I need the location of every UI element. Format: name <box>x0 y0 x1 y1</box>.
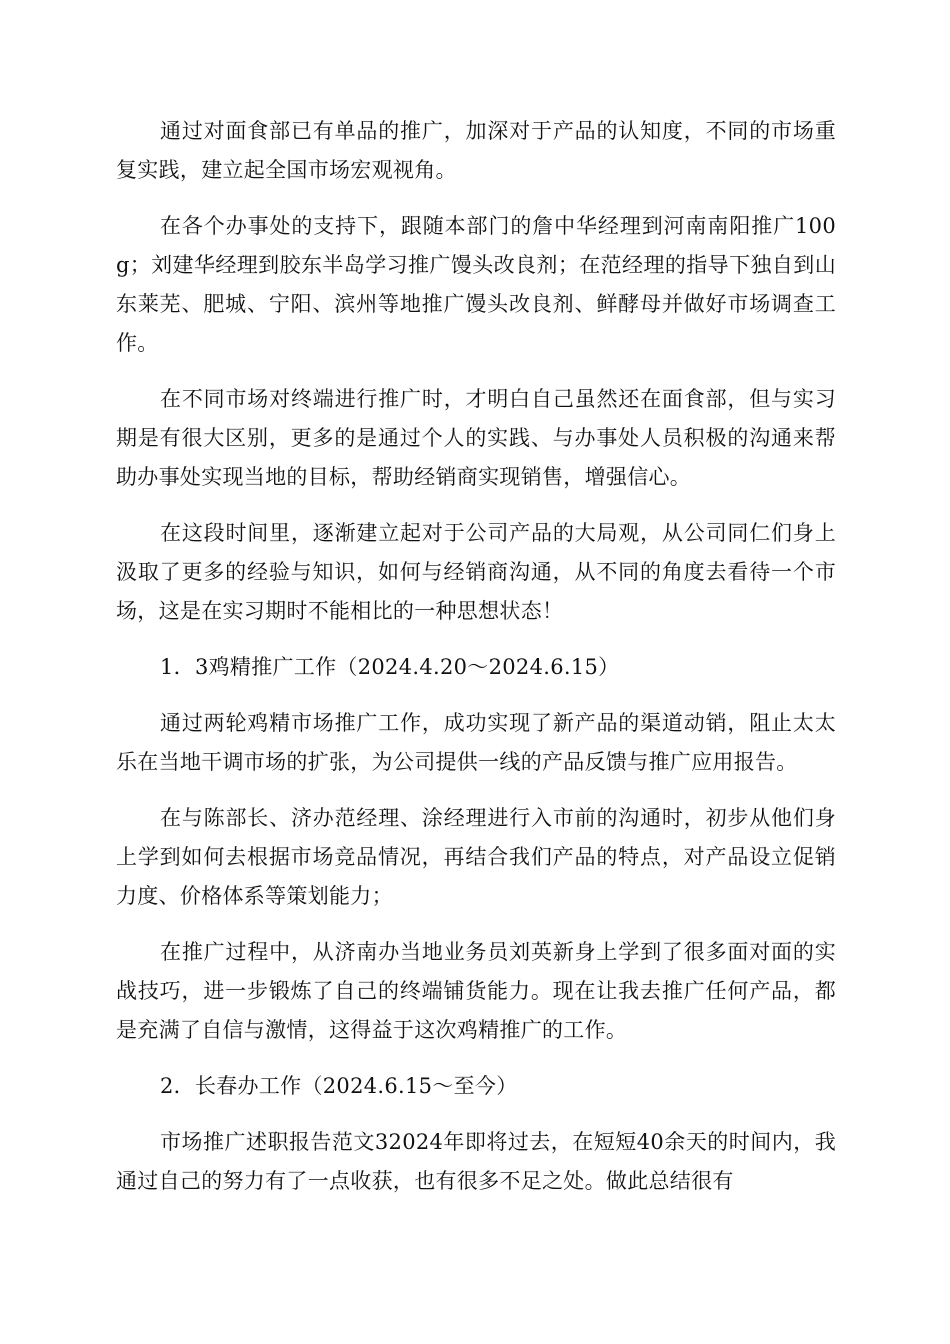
paragraph-2: 在各个办事处的支持下，跟随本部门的詹中华经理到河南南阳推广100g；刘建华经理到胶东半岛学习推广馒头改良剂；在范经理的指导下独自到山东莱芜、肥城、宁阳、滨州等地推广馒头改良剂、鲜酵母并做好市场调查工作。 <box>116 214 836 355</box>
document-body <box>116 112 836 1201</box>
paragraph-3: 在不同市场对终端进行推广时，才明白自己虽然还在面食部，但与实习期是有很大区别，更多的是通过个人的实践、与办事处人员积极的沟通来帮助办事处实现当地的目标，帮助经销商实现销售，增强信心。 <box>116 387 836 489</box>
paragraph-1: 通过对面食部已有单品的推广，加深对于产品的认知度，不同的市场重复实践，建立起全国市场宏观视角。 <box>116 119 836 182</box>
paragraph-6: 在与陈部长、济办范经理、涂经理进行入市前的沟通时，初步从他们身上学到如何去根据市场竞品情况，再结合我们产品的特点，对产品设立促销力度、价格体系等策划能力； <box>116 806 836 908</box>
paragraph-8: 市场推广述职报告范文32024年即将过去，在短短40余天的时间内，我通过自己的努力有了一点收获，也有很多不足之处。做此总结很有 <box>116 1130 836 1193</box>
paragraph-4: 在这段时间里，逐渐建立起对于公司产品的大局观，从公司同仁们身上汲取了更多的经验与知识，如何与经销商沟通，从不同的角度去看待一个市场，这是在实习期时不能相比的一种思想状态！ <box>116 521 836 623</box>
paragraph-7: 在推广过程中，从济南办当地业务员刘英新身上学到了很多面对面的实战技巧，进一步锻炼了自己的终端铺货能力。现在让我去推广任何产品，都是充满了自信与激情，这得益于这次鸡精推广的工作。 <box>116 940 836 1042</box>
section-heading-2: 2．长春办工作（2024.6.15～至今） <box>160 1074 518 1098</box>
paragraph-5: 通过两轮鸡精市场推广工作，成功实现了新产品的渠道动销，阻止太太乐在当地干调市场的扩张，为公司提供一线的产品反馈与推广应用报告。 <box>116 711 836 774</box>
section-heading-1-3: 1．3鸡精推广工作（2024.4.20～2024.6.15） <box>160 655 620 679</box>
